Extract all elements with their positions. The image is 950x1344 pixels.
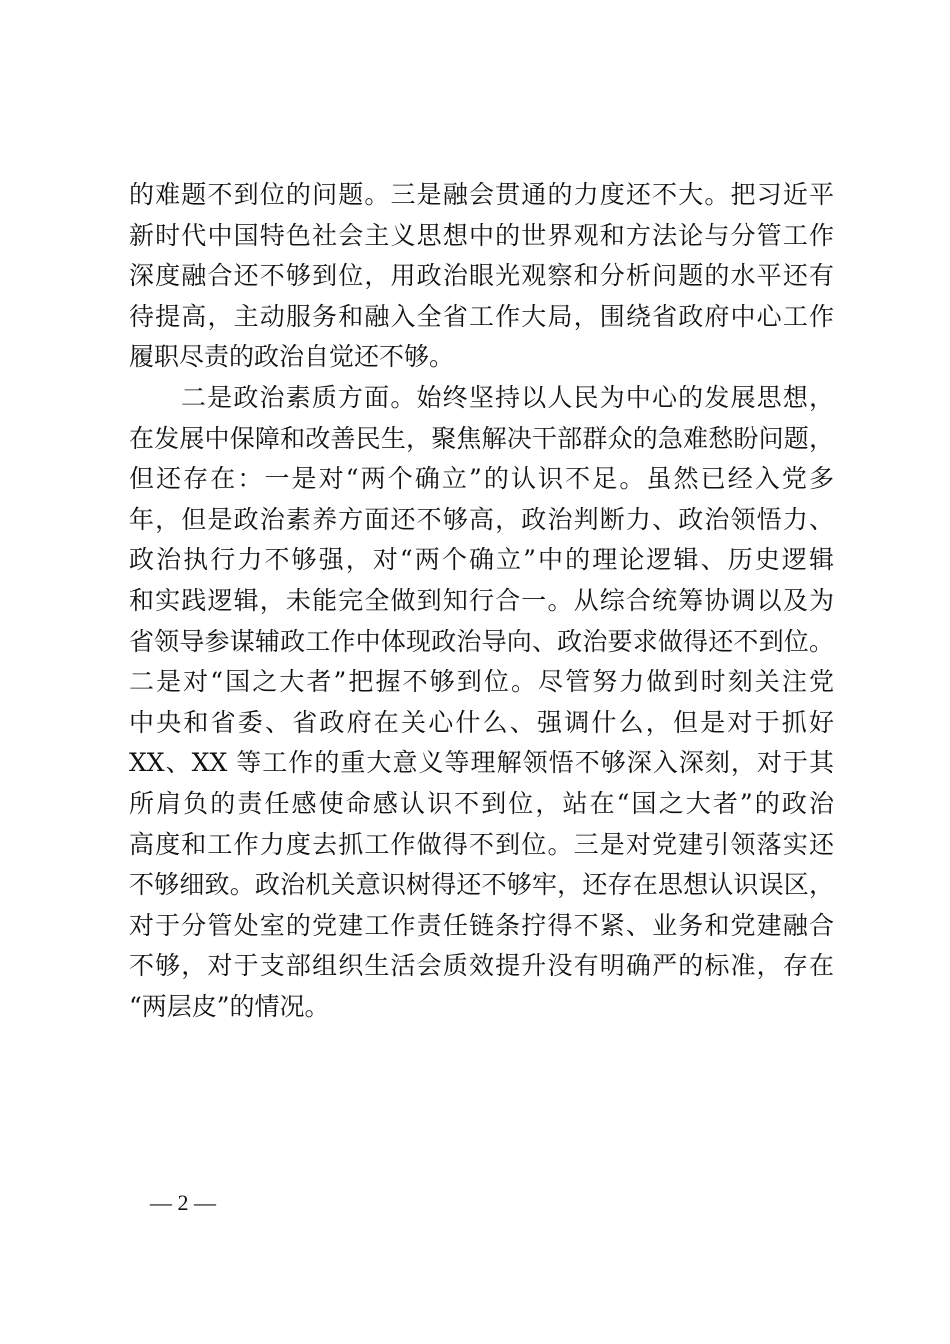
paragraph-1 [129,175,834,378]
text-line: 政治执行力不够强，对“两个确立”中的理论逻辑、历史逻辑 [129,545,834,575]
text-line: 二是对“国之大者”把握不够到位。尽管努力做到时刻关注党 [129,667,834,697]
text-line: 年，但是政治素养方面还不够高，政治判断力、政治领悟力、 [129,504,834,534]
text-line: 履职尽责的政治自觉还不够。 [129,342,455,372]
text-line: 但还存在：一是对“两个确立”的认识不足。虽然已经入党多 [129,464,834,494]
text-line: XX、XX 等工作的重大意义等理解领悟不够深入深刻，对于其 [129,748,834,778]
text-line: 和实践逻辑，未能完全做到知行合一。从综合统筹协调以及为 [129,585,834,615]
text-line: 中央和省委、省政府在关心什么、强调什么，但是对于抓好 [129,707,834,737]
paragraph-2 [129,378,834,1028]
text-line: 深度融合还不够到位，用政治眼光观察和分析问题的水平还有 [129,261,834,291]
text-line: 不够细致。政治机关意识树得还不够牢，还存在思想认识误区， [129,870,834,900]
page-number: — 2 — [150,1190,216,1215]
text-line: 的难题不到位的问题。三是融会贯通的力度还不大。把习近平 [129,180,834,209]
text-line: 省领导参谋辅政工作中体现政治导向、政治要求做得还不到位。 [129,626,834,656]
text-line: 新时代中国特色社会主义思想中的世界观和方法论与分管工作 [129,220,834,250]
text-line: 高度和工作力度去抓工作做得不到位。三是对党建引领落实还 [129,829,834,859]
text-line: 所肩负的责任感使命感认识不到位，站在“国之大者”的政治 [129,788,834,818]
text-line: 待提高，主动服务和融入全省工作大局，围绕省政府中心工作 [129,301,834,331]
text-line: 二是政治素质方面。始终坚持以人民为中心的发展思想， [181,382,834,412]
text-line: 对于分管处室的党建工作责任链条拧得不紧、业务和党建融合 [129,910,834,940]
text-line: “两层皮”的情况。 [129,991,330,1021]
body-text [129,175,834,1027]
text-line: 在发展中保障和改善民生，聚焦解决干部群众的急难愁盼问题， [129,423,834,453]
text-line: 不够，对于支部组织生活会质效提升没有明确严的标准，存在 [129,951,834,981]
